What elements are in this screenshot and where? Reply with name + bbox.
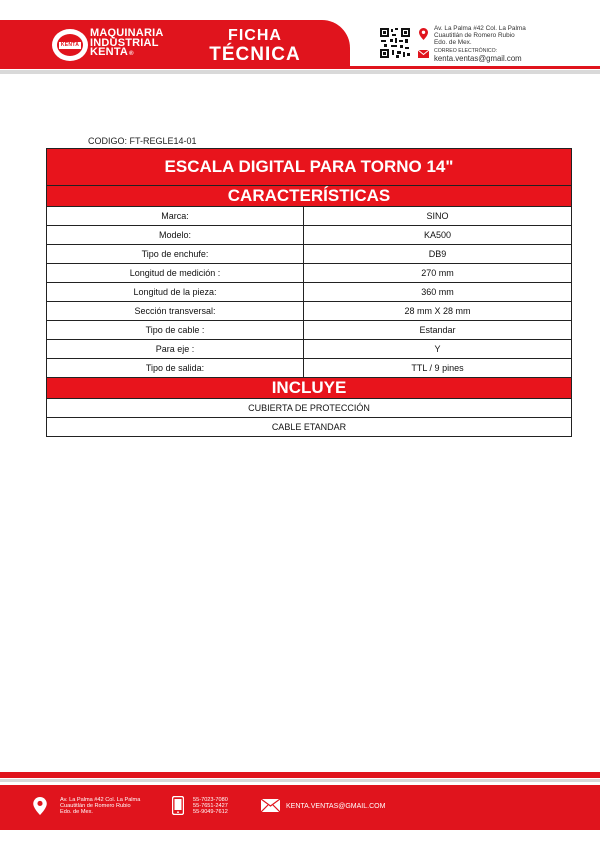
spec-value: Estandar bbox=[304, 321, 572, 340]
footer-divider bbox=[0, 772, 600, 778]
logo-text: KENTA bbox=[60, 41, 80, 48]
ficha-line-1: FICHA bbox=[228, 27, 282, 44]
spec-key: Tipo de enchufe: bbox=[47, 245, 304, 264]
included-item: CABLE ETANDAR bbox=[47, 418, 572, 437]
brand-line-3: KENTA bbox=[90, 46, 129, 58]
table-row bbox=[47, 245, 572, 264]
spec-value: 28 mm X 28 mm bbox=[304, 302, 572, 321]
ficha-line-2: TÉCNICA bbox=[209, 44, 301, 65]
table-row bbox=[47, 418, 572, 437]
spec-value: 360 mm bbox=[304, 283, 572, 302]
spec-key: Sección transversal: bbox=[47, 302, 304, 321]
footer-email: KENTA.VENTAS@GMAIL.COM bbox=[286, 803, 386, 810]
header-email: kenta.ventas@gmail.com bbox=[434, 54, 522, 63]
spec-table bbox=[46, 148, 572, 437]
email-icon bbox=[261, 799, 280, 812]
location-pin-icon bbox=[419, 28, 428, 40]
spec-key: Tipo de cable : bbox=[47, 321, 304, 340]
email-icon bbox=[418, 50, 429, 58]
table-row bbox=[47, 226, 572, 245]
table-row bbox=[47, 264, 572, 283]
characteristics-heading: CARACTERÍSTICAS bbox=[47, 186, 572, 207]
spec-key: Longitud de la pieza: bbox=[47, 283, 304, 302]
document-code: CODIGO: FT-REGLE14-01 bbox=[88, 136, 197, 146]
footer-divider-gray bbox=[0, 779, 600, 782]
table-row bbox=[47, 359, 572, 378]
registered-mark: ® bbox=[129, 51, 134, 57]
header-address: Av. La Palma #42 Col. La Palma Cuautitlán de Romero Rubio Edo. de Mex. bbox=[434, 25, 526, 46]
company-name bbox=[90, 29, 164, 60]
table-row bbox=[47, 207, 572, 226]
spec-key: Modelo: bbox=[47, 226, 304, 245]
spec-key: Marca: bbox=[47, 207, 304, 226]
header-divider-gray bbox=[0, 70, 600, 74]
table-row bbox=[47, 321, 572, 340]
table-row bbox=[47, 283, 572, 302]
email-label: CORREO ELECTRÓNICO: bbox=[434, 48, 498, 54]
product-title: ESCALA DIGITAL PARA TORNO 14" bbox=[47, 149, 572, 186]
table-row bbox=[47, 340, 572, 359]
header-divider bbox=[0, 66, 600, 69]
spec-value: SINO bbox=[304, 207, 572, 226]
spec-value: DB9 bbox=[304, 245, 572, 264]
spec-value: 270 mm bbox=[304, 264, 572, 283]
location-pin-icon bbox=[33, 797, 47, 815]
table-row bbox=[47, 302, 572, 321]
brand-line-2: INDUSTRIAL bbox=[90, 36, 159, 49]
phone-icon bbox=[172, 796, 184, 815]
table-row bbox=[47, 399, 572, 418]
footer-phones: 55-7023-7080 55-7651-2427 55-9049-7612 bbox=[193, 797, 228, 816]
brand-line-1: MAQUINARIA bbox=[90, 27, 164, 39]
spec-key: Longitud de medición : bbox=[47, 264, 304, 283]
spec-key: Tipo de salida: bbox=[47, 359, 304, 378]
included-item: CUBIERTA DE PROTECCIÓN bbox=[47, 399, 572, 418]
footer-address: Av. La Palma #42 Col. La Palma Cuautitlán de Romero Rubio Edo. de Mex. bbox=[60, 797, 141, 816]
spec-value: TTL / 9 pines bbox=[304, 359, 572, 378]
document-type bbox=[200, 26, 310, 64]
company-logo bbox=[52, 29, 88, 61]
qr-code-icon bbox=[380, 28, 410, 58]
includes-heading: INCLUYE bbox=[47, 378, 572, 399]
spec-value: Y bbox=[304, 340, 572, 359]
spec-value: KA500 bbox=[304, 226, 572, 245]
spec-key: Para eje : bbox=[47, 340, 304, 359]
